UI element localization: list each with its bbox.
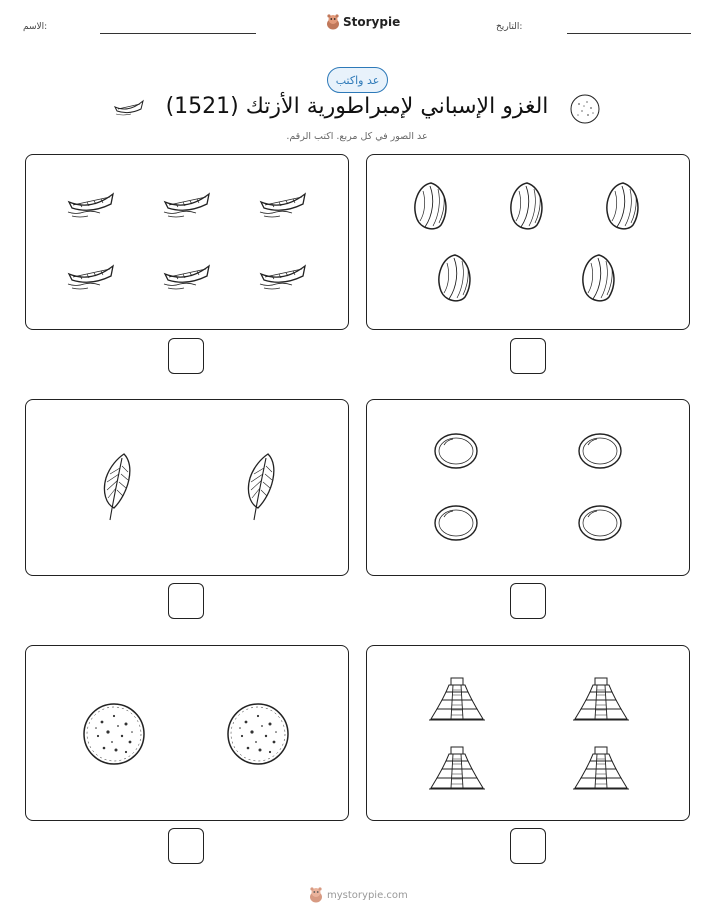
answer-box-canoes[interactable] <box>168 338 204 374</box>
name-line[interactable] <box>100 33 256 34</box>
answer-box-pyramids[interactable] <box>510 828 546 864</box>
pyramid-icon <box>571 676 631 722</box>
pyramid-icon <box>571 745 631 791</box>
brand-name: Storypie <box>343 15 401 29</box>
name-label: الاسم: <box>23 22 48 32</box>
cacao-bean-icon <box>579 253 619 303</box>
pyramid-icon <box>427 745 487 791</box>
count-panel-jade-beads <box>366 399 690 576</box>
cacao-bean-icon <box>435 253 475 303</box>
count-panel-canoes <box>25 154 349 330</box>
canoe-icon <box>258 257 308 291</box>
answer-box-cacao-beans[interactable] <box>510 338 546 374</box>
cacao-bean-icon <box>411 181 451 231</box>
canoe-icon <box>113 97 145 117</box>
page-title: الغزو الإسباني لإمبراطورية الأزتك (1521) <box>165 94 549 119</box>
canoe-icon <box>162 185 212 219</box>
mascot-icon <box>309 887 323 903</box>
instructions: عد الصور في كل مربع. اكتب الرقم. <box>286 131 428 142</box>
canoe-icon <box>66 185 116 219</box>
feather-icon <box>242 452 276 522</box>
jade-bead-icon <box>433 503 479 543</box>
answer-box-jade-beads[interactable] <box>510 583 546 619</box>
footer <box>309 887 408 903</box>
brand-logo <box>326 14 400 30</box>
mascot-icon <box>326 14 340 30</box>
jade-bead-icon <box>433 431 479 471</box>
activity-badge: عد واكتب <box>327 67 388 93</box>
count-panel-feathers <box>25 399 349 576</box>
canoe-icon <box>258 185 308 219</box>
tortilla-icon <box>226 702 290 766</box>
tortilla-icon <box>82 702 146 766</box>
cacao-bean-icon <box>507 181 547 231</box>
date-line[interactable] <box>567 33 691 34</box>
count-panel-tortillas <box>25 645 349 821</box>
canoe-icon <box>162 257 212 291</box>
count-panel-cacao-beans <box>366 154 690 330</box>
jade-bead-icon <box>577 431 623 471</box>
feather-icon <box>98 452 132 522</box>
canoe-icon <box>66 257 116 291</box>
cacao-bean-icon <box>603 181 643 231</box>
answer-box-feathers[interactable] <box>168 583 204 619</box>
answer-box-tortillas[interactable] <box>168 828 204 864</box>
date-label: التاريخ: <box>496 22 523 32</box>
count-panel-pyramids <box>366 645 690 821</box>
tortilla-icon <box>569 93 601 125</box>
pyramid-icon <box>427 676 487 722</box>
jade-bead-icon <box>577 503 623 543</box>
footer-url[interactable]: mystorypie.com <box>327 889 408 901</box>
